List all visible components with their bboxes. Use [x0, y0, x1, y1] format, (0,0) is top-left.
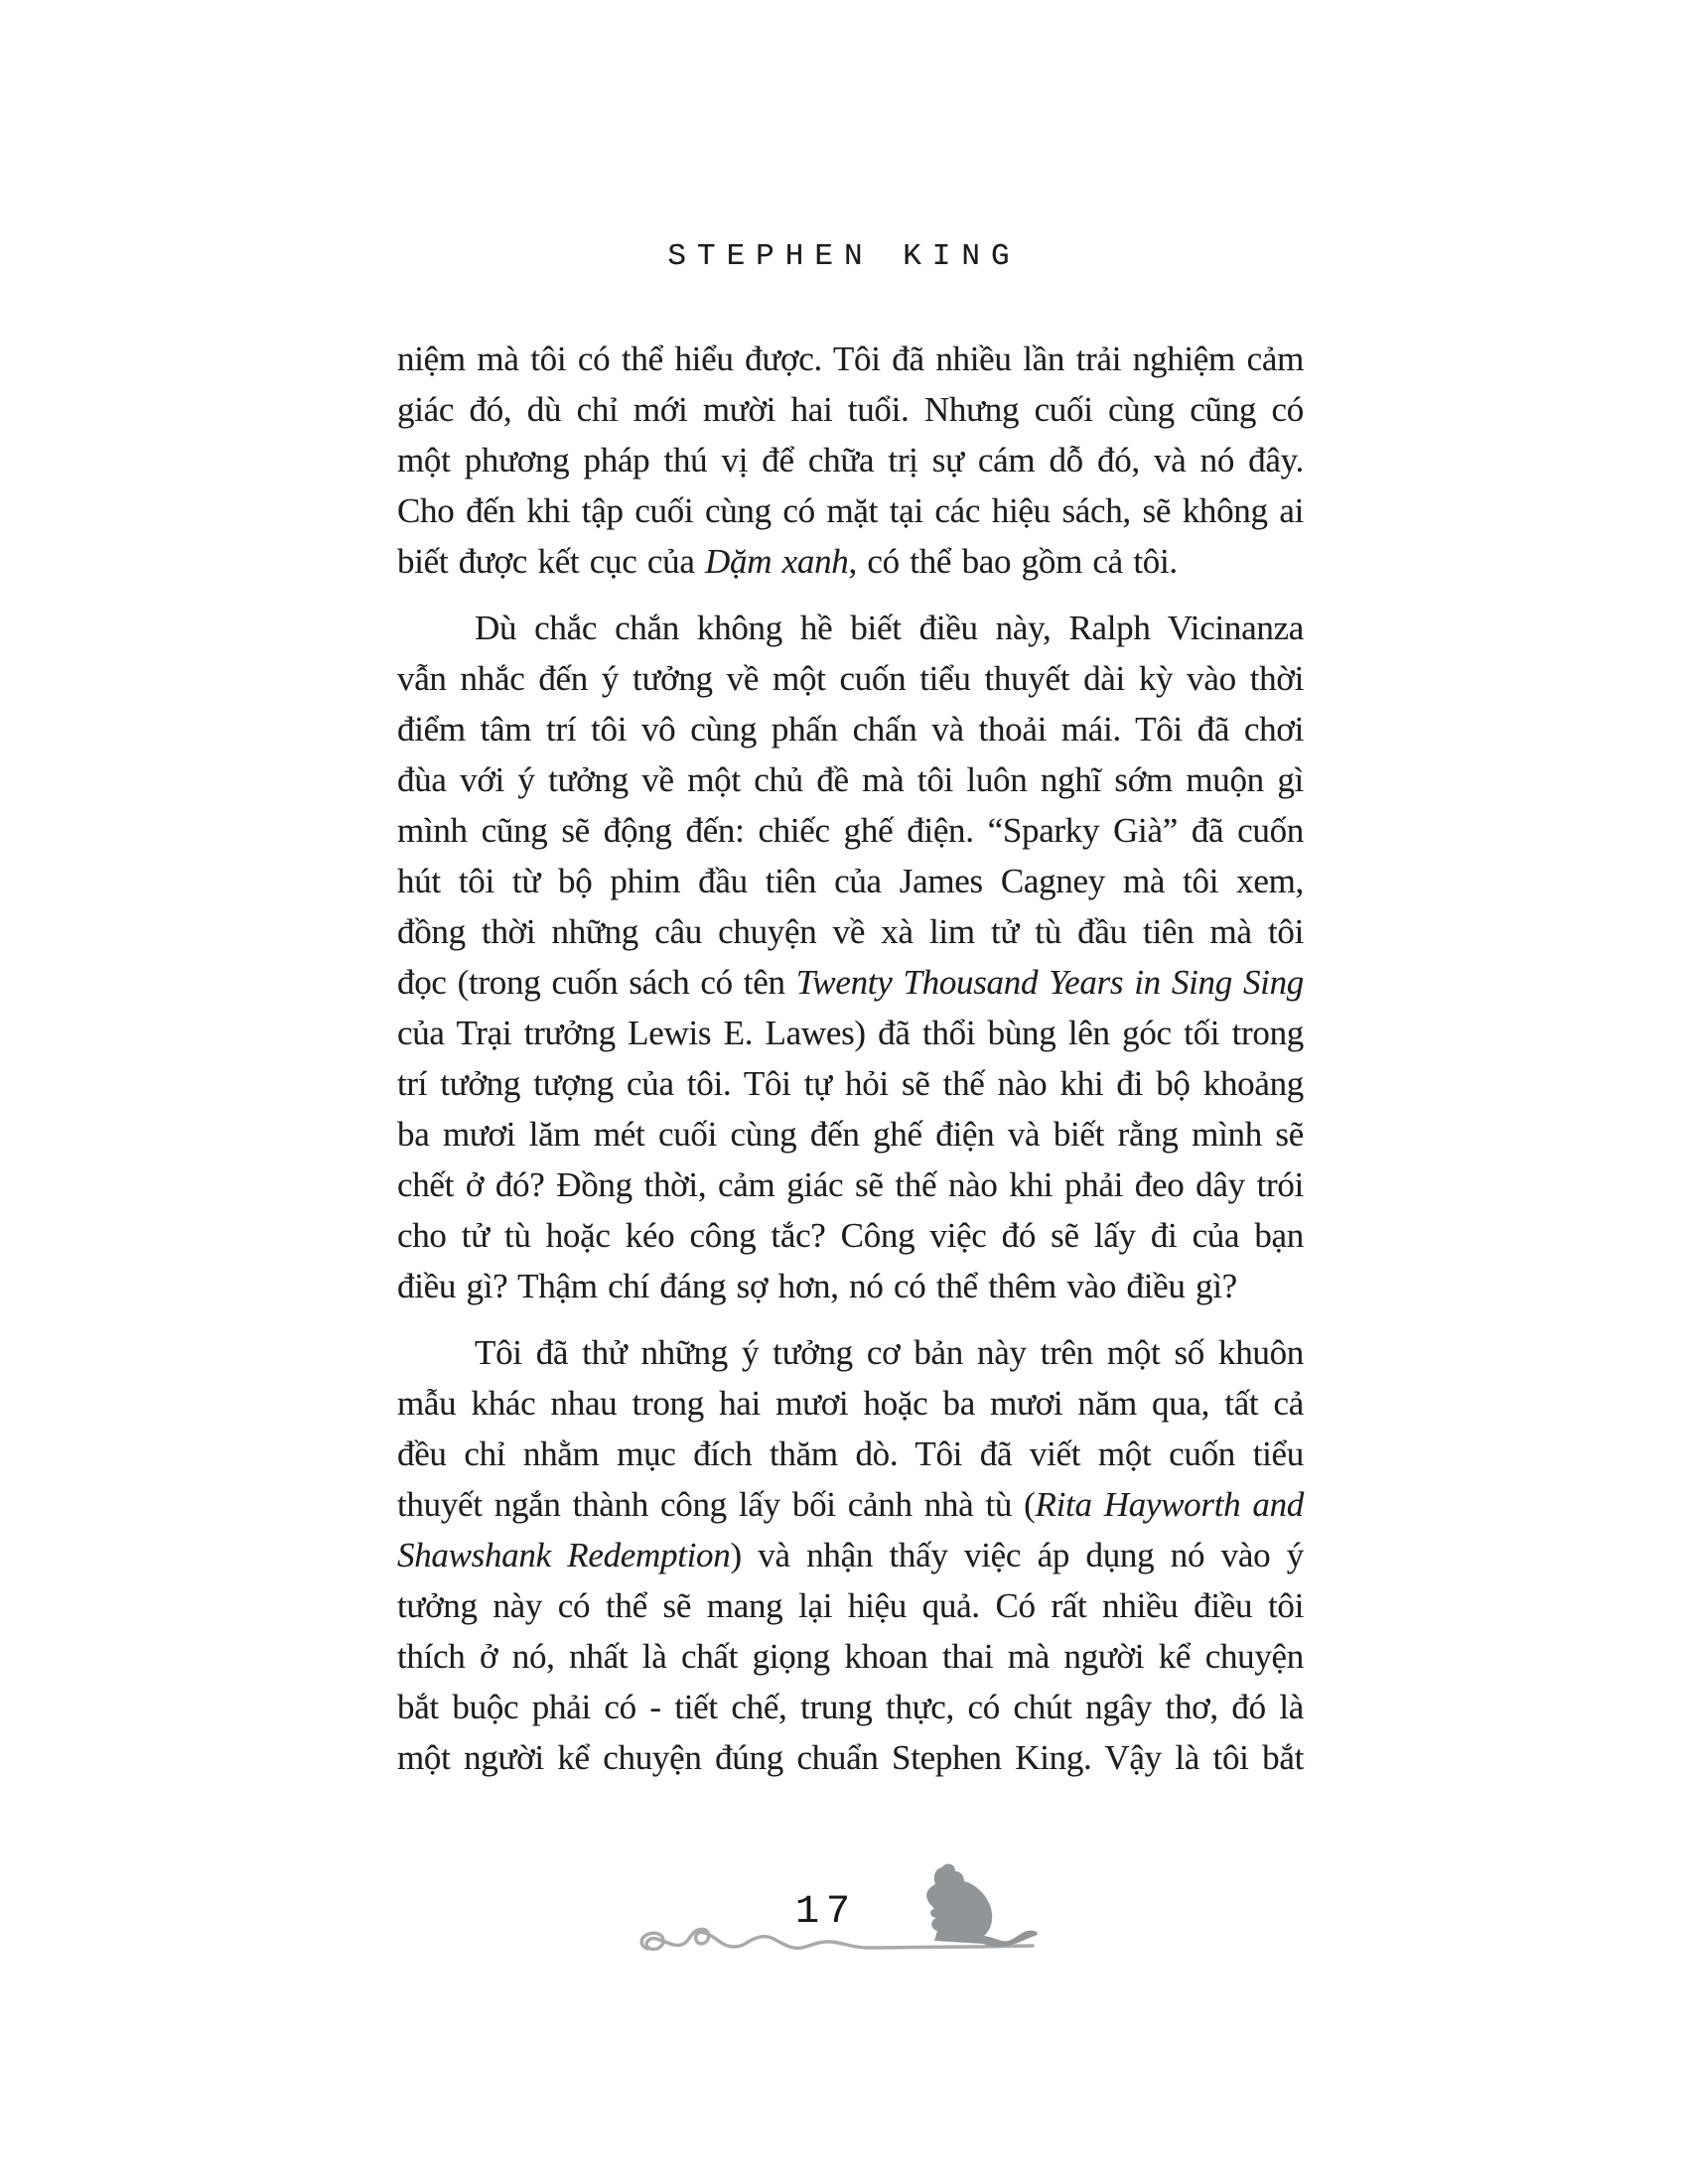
text-segment: điểm tâm trí tôi vô cùng phấn chấn và thoải mái. Tôi đã chơi	[397, 710, 1304, 749]
text-segment: của Trại trưởng Lewis E. Lawes) đã thổi bùng lên góc tối trong	[397, 1014, 1304, 1052]
text-line	[397, 1530, 1304, 1580]
text-segment: giác đó, dù chỉ mới mười hai tuổi. Nhưng cuối cùng cũng có	[397, 390, 1304, 429]
text-segment: đồng thời những câu chuyện về xà lim tử tù đầu tiên mà tôi	[397, 912, 1304, 951]
text-segment: hút tôi từ bộ phim đầu tiên của James Cagney mà tôi xem,	[397, 862, 1304, 900]
text-segment: điều gì? Thậm chí đáng sợ hơn, nó có thể thêm vào điều gì?	[397, 1267, 1237, 1305]
text-segment: một người kể chuyện đúng chuẩn Stephen King. Vậy là tôi bắt	[397, 1738, 1304, 1777]
text-line	[397, 1008, 1304, 1058]
text-line	[397, 334, 1304, 384]
text-segment: Tôi đã thử những ý tưởng cơ bản này trên một số khuôn	[475, 1333, 1304, 1372]
text-line	[397, 1261, 1304, 1311]
paragraph	[397, 1327, 1304, 1783]
text-line	[397, 704, 1304, 754]
text-line	[397, 384, 1304, 435]
text-segment: Dù chắc chắn không hề biết điều này, Ralph Vicinanza	[475, 609, 1304, 647]
text-segment: mình cũng sẽ động đến: chiếc ghế điện. “Sparky Già” đã cuốn	[397, 811, 1304, 850]
text-segment: niệm mà tôi có thể hiểu được. Tôi đã nhiều lần trải nghiệm cảm	[397, 340, 1304, 378]
italic-text: Twenty Thousand Years in Sing Sing	[795, 963, 1304, 1002]
text-segment: đều chỉ nhằm mục đích thăm dò. Tôi đã viết một cuốn tiểu	[397, 1434, 1304, 1473]
text-line	[397, 754, 1304, 805]
text-line	[397, 1378, 1304, 1429]
text-line	[397, 485, 1304, 536]
text-line	[397, 805, 1304, 856]
text-line	[397, 1631, 1304, 1682]
text-line	[397, 957, 1304, 1008]
text-segment: , có thể bao gồm cả tôi.	[848, 542, 1178, 581]
italic-text: Dặm xanh	[705, 542, 849, 581]
text-line	[397, 1479, 1304, 1530]
text-segment: cho tử tù hoặc kéo công tắc? Công việc đó sẽ lấy đi của bạn	[397, 1216, 1304, 1255]
text-line	[397, 1160, 1304, 1210]
text-segment: đùa với ý tưởng về một chủ đề mà tôi luôn nghĩ sớm muộn gì	[397, 760, 1304, 799]
text-segment: đọc (trong cuốn sách có tên	[397, 963, 796, 1002]
text-segment: bắt buộc phải có - tiết chế, trung thực, có chút ngây thơ, đó là	[397, 1688, 1304, 1726]
text-segment: ) và nhận thấy việc áp dụng nó vào ý	[730, 1536, 1304, 1574]
italic-text: Shawshank Redemption	[397, 1536, 731, 1574]
text-line	[397, 1058, 1304, 1109]
text-line	[397, 1109, 1304, 1160]
text-segment: chết ở đó? Đồng thời, cảm giác sẽ thế nào khi phải đeo dây trói	[397, 1165, 1304, 1204]
mouse-icon	[926, 1864, 1038, 1948]
text-segment: vẫn nhắc đến ý tưởng về một cuốn tiểu thuyết dài kỳ vào thời	[397, 659, 1304, 698]
text-segment: tưởng này có thể sẽ mang lại hiệu quả. Có rất nhiều điều tôi	[397, 1586, 1304, 1625]
paragraph	[397, 334, 1304, 587]
text-line	[397, 653, 1304, 704]
text-segment: một phương pháp thú vị để chữa trị sự cám dỗ đó, và nó đây.	[397, 441, 1304, 479]
italic-text: Rita Hayworth and	[1035, 1485, 1305, 1524]
text-line	[397, 856, 1304, 906]
text-line	[397, 435, 1304, 485]
text-line	[397, 1429, 1304, 1479]
paragraph	[397, 603, 1304, 1311]
text-segment: Cho đến khi tập cuối cùng có mặt tại các hiệu sách, sẽ không ai	[397, 491, 1304, 530]
text-line	[397, 536, 1304, 587]
text-line	[397, 1732, 1304, 1783]
text-line	[397, 906, 1304, 957]
text-segment: thích ở nó, nhất là chất giọng khoan thai mà người kể chuyện	[397, 1637, 1304, 1676]
text-segment: biết được kết cục của	[397, 542, 706, 581]
text-segment: trí tưởng tượng của tôi. Tôi tự hỏi sẽ thế nào khi đi bộ khoảng	[397, 1064, 1304, 1103]
page-header-title: STEPHEN KING	[667, 239, 1021, 274]
text-line	[397, 1327, 1304, 1378]
text-line	[397, 1682, 1304, 1732]
text-block	[397, 334, 1304, 1783]
page-number: 17	[794, 1890, 857, 1935]
text-segment: mẫu khác nhau trong hai mươi hoặc ba mươi năm qua, tất cả	[397, 1384, 1304, 1423]
text-line	[397, 1210, 1304, 1261]
text-line	[397, 603, 1304, 653]
text-line	[397, 1580, 1304, 1631]
text-segment: ba mươi lăm mét cuối cùng đến ghế điện và biết rằng mình sẽ	[397, 1115, 1304, 1154]
text-segment: thuyết ngắn thành công lấy bối cảnh nhà tù (	[397, 1485, 1036, 1524]
